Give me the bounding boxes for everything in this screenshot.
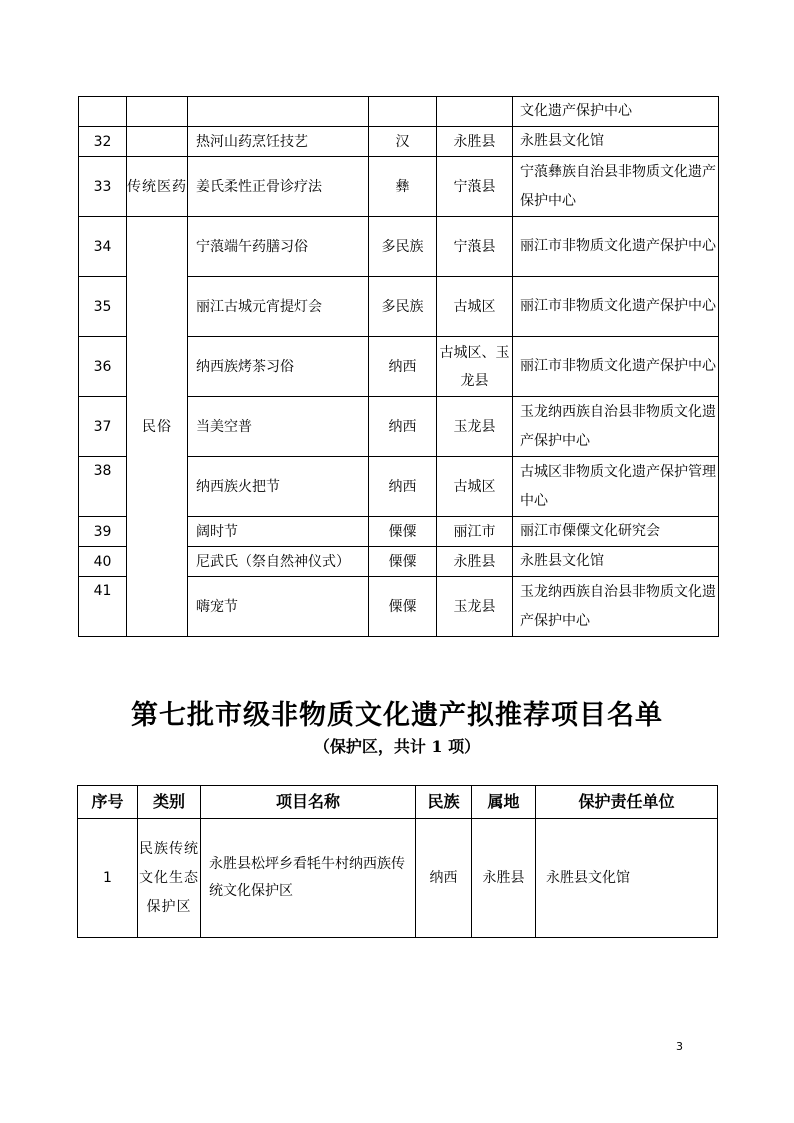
region-cell: 宁蒗县 <box>437 157 513 217</box>
name-cell: 当美空普 <box>188 397 369 457</box>
table-row <box>78 819 718 938</box>
ethnic-cell: 多民族 <box>369 217 437 277</box>
num-cell: 41 <box>79 577 127 637</box>
num-cell: 34 <box>79 217 127 277</box>
name-cell: 丽江古城元宵提灯会 <box>188 277 369 337</box>
name-cell: 纳西族火把节 <box>188 457 369 517</box>
unit-cell: 丽江市傈僳文化研究会 <box>513 517 719 547</box>
region-cell: 古城区、玉龙县 <box>437 337 513 397</box>
category-cell <box>127 127 188 157</box>
table-row <box>79 157 719 217</box>
region-cell: 永胜县 <box>472 819 536 938</box>
unit-cell: 古城区非物质文化遗产保护管理中心 <box>513 457 719 517</box>
ethnic-cell: 傈僳 <box>369 547 437 577</box>
unit-cell: 玉龙纳西族自治县非物质文化遗产保护中心 <box>513 577 719 637</box>
num-cell: 32 <box>79 127 127 157</box>
region-cell: 丽江市 <box>437 517 513 547</box>
unit-cell: 永胜县文化馆 <box>513 127 719 157</box>
header-num: 序号 <box>78 786 138 819</box>
ethnic-cell: 纳西 <box>369 337 437 397</box>
page-number: 3 <box>676 1040 683 1053</box>
ethnic-cell: 纳西 <box>416 819 472 938</box>
num-cell: 33 <box>79 157 127 217</box>
category-cell: 传统医药 <box>127 157 188 217</box>
name-cell: 纳西族烤茶习俗 <box>188 337 369 397</box>
name-cell: 姜氏柔性正骨诊疗法 <box>188 157 369 217</box>
region-cell: 玉龙县 <box>437 397 513 457</box>
heritage-list-table-continued <box>78 96 719 637</box>
list-subtitle: （保护区，共计 1 项） <box>313 737 481 756</box>
name-cell: 热河山药烹饪技艺 <box>188 127 369 157</box>
ethnic-cell: 纳西 <box>369 457 437 517</box>
unit-cell: 文化遗产保护中心 <box>513 97 719 127</box>
name-cell: 永胜县松坪乡看牦牛村纳西族传统文化保护区 <box>201 819 416 938</box>
protection-zone-table <box>77 785 718 938</box>
ethnic-cell: 纳西 <box>369 397 437 457</box>
header-ethnic: 民族 <box>416 786 472 819</box>
unit-cell: 宁蒗彝族自治县非物质文化遗产保护中心 <box>513 157 719 217</box>
table-row <box>79 217 719 277</box>
num-cell: 40 <box>79 547 127 577</box>
ethnic-cell: 傈僳 <box>369 517 437 547</box>
num-cell: 38 <box>79 457 127 517</box>
name-cell: 尼武氏（祭自然神仪式） <box>188 547 369 577</box>
ethnic-cell <box>369 97 437 127</box>
num-cell <box>79 97 127 127</box>
num-cell: 1 <box>78 819 138 938</box>
unit-cell: 丽江市非物质文化遗产保护中心 <box>513 337 719 397</box>
name-cell: 嗨宠节 <box>188 577 369 637</box>
header-category: 类别 <box>138 786 201 819</box>
header-unit: 保护责任单位 <box>536 786 718 819</box>
region-cell <box>437 97 513 127</box>
list-title: 第七批市级非物质文化遗产拟推荐项目名单 <box>131 700 663 731</box>
unit-cell: 丽江市非物质文化遗产保护中心 <box>513 217 719 277</box>
unit-cell: 永胜县文化馆 <box>536 819 718 938</box>
unit-cell: 丽江市非物质文化遗产保护中心 <box>513 277 719 337</box>
header-name: 项目名称 <box>201 786 416 819</box>
table-row <box>79 97 719 127</box>
region-cell: 永胜县 <box>437 547 513 577</box>
region-cell: 古城区 <box>437 457 513 517</box>
num-cell: 36 <box>79 337 127 397</box>
region-cell: 古城区 <box>437 277 513 337</box>
name-cell <box>188 97 369 127</box>
category-cell: 民族传统文化生态保护区 <box>138 819 201 938</box>
unit-cell: 永胜县文化馆 <box>513 547 719 577</box>
header-region: 属地 <box>472 786 536 819</box>
name-cell: 宁蒗端午药膳习俗 <box>188 217 369 277</box>
category-cell <box>127 97 188 127</box>
region-cell: 宁蒗县 <box>437 217 513 277</box>
ethnic-cell: 彝 <box>369 157 437 217</box>
num-cell: 35 <box>79 277 127 337</box>
num-cell: 37 <box>79 397 127 457</box>
unit-cell: 玉龙纳西族自治县非物质文化遗产保护中心 <box>513 397 719 457</box>
ethnic-cell: 傈僳 <box>369 577 437 637</box>
category-cell: 民俗 <box>127 217 188 637</box>
name-cell: 阔时节 <box>188 517 369 547</box>
region-cell: 永胜县 <box>437 127 513 157</box>
ethnic-cell: 汉 <box>369 127 437 157</box>
table-row <box>79 127 719 157</box>
num-cell: 39 <box>79 517 127 547</box>
ethnic-cell: 多民族 <box>369 277 437 337</box>
table-header-row <box>78 786 718 819</box>
region-cell: 玉龙县 <box>437 577 513 637</box>
